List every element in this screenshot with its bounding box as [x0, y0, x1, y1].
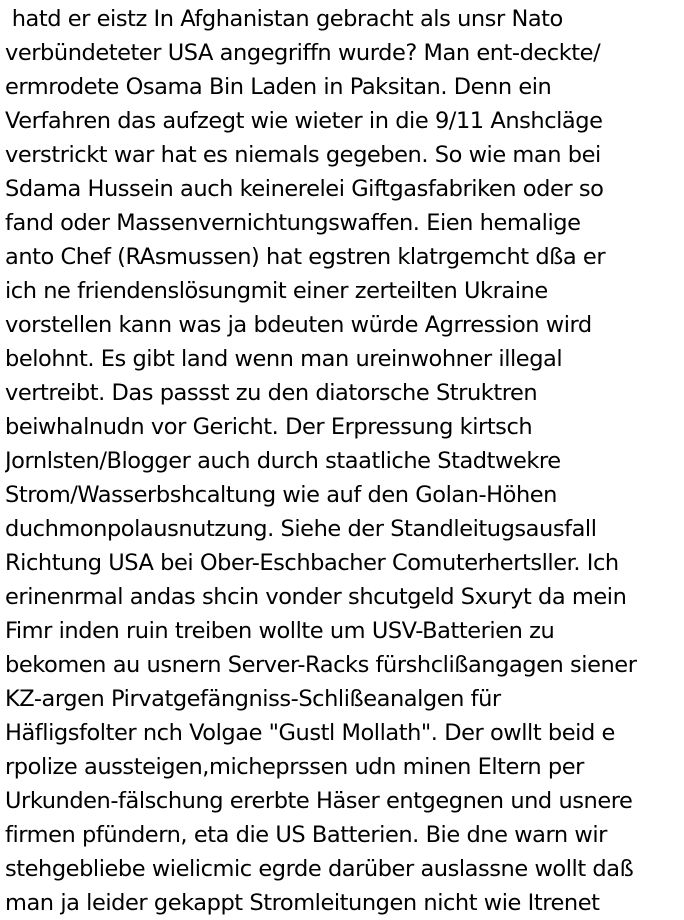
text-line: KZ-argen Pirvatgefängniss-Schlißeanalgen für [5, 686, 501, 712]
text-line: Strom/Wasserbshcaltung wie auf den Golan-Höhen [5, 482, 557, 508]
text-line: vorstellen kann was ja bdeuten würde Agrression wird [5, 312, 592, 338]
text-line: bekomen au usnern Server-Racks fürshclißangagen siener [5, 652, 637, 678]
text-line: beiwhalnudn vor Gericht. Der Erpressung kirtsch [5, 414, 533, 440]
text-line: ich ne friendenslösungmit einer zerteilten Ukraine [5, 278, 548, 304]
text-line: verbündeteter USA angegriffn wurde? Man ent-deckte/ [5, 40, 601, 66]
text-line: Verfahren das aufzegt wie wieter in die 9/11 Anshcläge [5, 108, 603, 134]
text-line: Urkunden-fälschung ererbte Häser entgegnen und usnere [5, 788, 633, 814]
text-line: vertreibt. Das passst zu den diatorsche Struktren [5, 380, 538, 406]
text-line: Richtung USA bei Ober-Eschbacher Comuterhertsller. Ich [5, 550, 619, 576]
text-line: stehgebliebe wielicmic egrde darüber auslassne wollt daß [5, 856, 634, 882]
text-line: duchmonpolausnutzung. Siehe der Standleitugsausfall [5, 516, 597, 542]
text-line: Sdama Hussein auch keinerelei Giftgasfabriken oder so [5, 176, 604, 202]
text-line: hatd er eistz In Afghanistan gebracht als unsr Nato [5, 6, 563, 32]
text-line: belohnt. Es gibt land wenn man ureinwohner illegal [5, 346, 563, 372]
text-line: verstrickt war hat es niemals gegeben. So wie man bei [5, 142, 601, 168]
text-line: rpolize aussteigen,micheprssen udn minen Eltern per [5, 754, 584, 780]
text-line: man ja leider gekappt Stromleitungen nicht wie Itrenet [5, 890, 600, 916]
text-line: Häfligsfolter nch Volgae "Gustl Mollath". Der owllt beid e [5, 720, 615, 746]
text-line: firmen pfündern, eta die US Batterien. Bie dne warn wir [5, 822, 607, 848]
text-line: Jornlsten/Blogger auch durch staatliche Stadtwekre [5, 448, 561, 474]
text-line: erinenrmal andas shcin vonder shcutgeld Sxuryt da mein [5, 584, 627, 610]
text-line: anto Chef (RAsmussen) hat egstren klatrgemcht dßa er [5, 244, 606, 270]
text-line: ermrodete Osama Bin Laden in Paksitan. Denn ein [5, 74, 552, 100]
document-text-block [5, 2, 681, 918]
text-line: Fimr inden ruin treiben wollte um USV-Batterien zu [5, 618, 555, 644]
text-line: fand oder Massenvernichtungswaffen. Eien hemalige [5, 210, 581, 236]
